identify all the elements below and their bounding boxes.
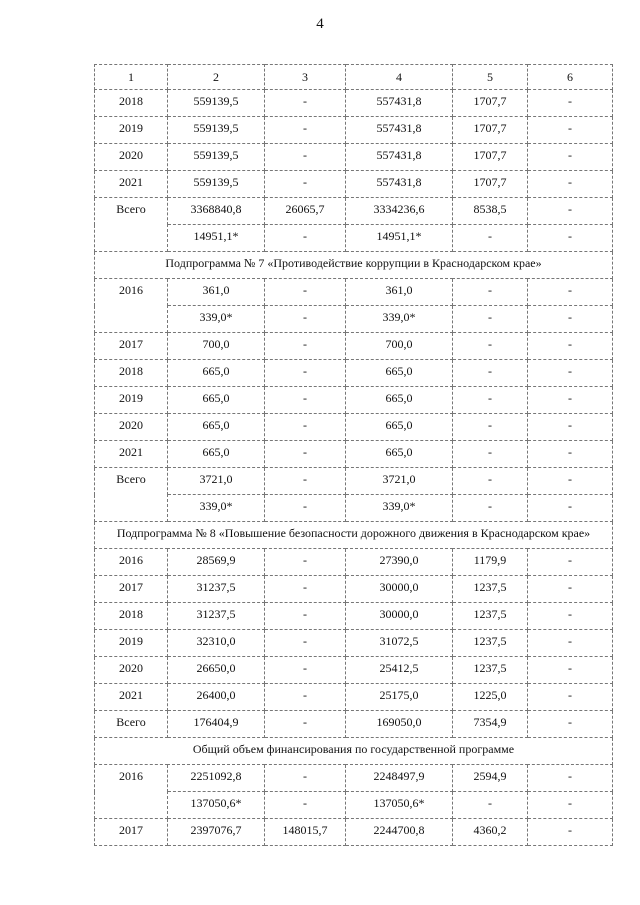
table-cell: - [265, 117, 346, 144]
table-row [95, 225, 613, 252]
table-row [95, 387, 613, 414]
table-cell: - [265, 333, 346, 360]
section-title-row [95, 738, 613, 765]
table-cell: 2020 [95, 144, 168, 171]
column-header: 1 [95, 65, 168, 90]
table-cell: 31237,5 [168, 603, 265, 630]
table-cell: 30000,0 [346, 576, 453, 603]
table-cell: 559139,5 [168, 171, 265, 198]
table-cell: 2594,9 [453, 765, 528, 792]
table-cell: - [528, 603, 613, 630]
table-cell: - [265, 792, 346, 819]
table-cell: - [265, 657, 346, 684]
table-cell: - [265, 360, 346, 387]
table-cell: - [528, 765, 613, 792]
table-cell: 7354,9 [453, 711, 528, 738]
table-cell: 2251092,8 [168, 765, 265, 792]
table-cell: 26400,0 [168, 684, 265, 711]
table-row [95, 549, 613, 576]
header-row [95, 65, 613, 90]
table-row [95, 657, 613, 684]
table-cell: 32310,0 [168, 630, 265, 657]
column-header: 3 [265, 65, 346, 90]
table-cell: 665,0 [168, 387, 265, 414]
table-cell: - [453, 468, 528, 495]
table-cell: 665,0 [168, 441, 265, 468]
table-cell: 2021 [95, 171, 168, 198]
table-cell: - [528, 792, 613, 819]
table-cell: - [453, 414, 528, 441]
table-row [95, 468, 613, 495]
table-cell: 25175,0 [346, 684, 453, 711]
table-row [95, 711, 613, 738]
table-cell: 2021 [95, 684, 168, 711]
table-cell: 557431,8 [346, 144, 453, 171]
table-cell: 176404,9 [168, 711, 265, 738]
table-cell: - [528, 279, 613, 306]
table-cell: 2016 [95, 765, 168, 819]
table-row [95, 441, 613, 468]
table-cell: - [265, 171, 346, 198]
table-cell: 339,0* [346, 495, 453, 522]
table-cell: - [528, 306, 613, 333]
table-cell: - [453, 441, 528, 468]
table-cell: - [265, 468, 346, 495]
table-cell: 1225,0 [453, 684, 528, 711]
table-cell: 1237,5 [453, 603, 528, 630]
funding-table [94, 64, 613, 846]
table-cell: - [453, 306, 528, 333]
table-cell: 14951,1* [346, 225, 453, 252]
page-number: 4 [316, 16, 324, 32]
table-row [95, 360, 613, 387]
table-cell: 169050,0 [346, 711, 453, 738]
table-cell: 2020 [95, 657, 168, 684]
section-title: Подпрограмма № 7 «Противодействие коррупции в Краснодарском крае» [95, 252, 613, 279]
table-cell: 25412,5 [346, 657, 453, 684]
table-cell: 137050,6* [346, 792, 453, 819]
table-cell: - [528, 333, 613, 360]
table-cell: 559139,5 [168, 144, 265, 171]
table-cell: 1707,7 [453, 144, 528, 171]
column-header: 6 [528, 65, 613, 90]
table-cell: - [528, 144, 613, 171]
table-row [95, 117, 613, 144]
table-cell: - [453, 225, 528, 252]
table-cell: 665,0 [346, 360, 453, 387]
table-cell: - [528, 171, 613, 198]
table-cell: - [453, 792, 528, 819]
table-cell: - [528, 414, 613, 441]
table-cell: 361,0 [168, 279, 265, 306]
funding-table-body [95, 65, 613, 846]
table-cell: 1179,9 [453, 549, 528, 576]
table-cell: - [528, 225, 613, 252]
table-cell: 2019 [95, 117, 168, 144]
table-cell: - [265, 630, 346, 657]
table-cell: - [528, 711, 613, 738]
table-cell: - [265, 279, 346, 306]
table-cell: 559139,5 [168, 90, 265, 117]
table-cell: 31072,5 [346, 630, 453, 657]
table-row [95, 414, 613, 441]
table-cell: 30000,0 [346, 603, 453, 630]
table-cell: 31237,5 [168, 576, 265, 603]
table-cell: - [265, 414, 346, 441]
table-cell: 557431,8 [346, 90, 453, 117]
table-row [95, 765, 613, 792]
table-cell: 4360,2 [453, 819, 528, 846]
table-cell: - [528, 468, 613, 495]
table-cell: - [528, 684, 613, 711]
table-cell: 2016 [95, 549, 168, 576]
table-cell: 665,0 [346, 414, 453, 441]
table-row [95, 495, 613, 522]
table-cell: Всего [95, 198, 168, 252]
table-cell: 665,0 [346, 441, 453, 468]
table-cell: 1237,5 [453, 630, 528, 657]
table-row [95, 792, 613, 819]
table-cell: 3368840,8 [168, 198, 265, 225]
table-cell: - [528, 549, 613, 576]
table-cell: - [265, 441, 346, 468]
table-row [95, 198, 613, 225]
table-cell: - [528, 360, 613, 387]
table-cell: 665,0 [168, 360, 265, 387]
table-cell: 2016 [95, 279, 168, 333]
table-cell: - [265, 495, 346, 522]
table-cell: 2020 [95, 414, 168, 441]
table-cell: - [265, 90, 346, 117]
section-title: Общий объем финансирования по государственной программе [95, 738, 613, 765]
table-cell: - [528, 90, 613, 117]
table-cell: - [453, 279, 528, 306]
section-title-row [95, 522, 613, 549]
table-cell: 2018 [95, 90, 168, 117]
table-cell: Всего [95, 711, 168, 738]
table-cell: 665,0 [168, 414, 265, 441]
table-cell: 339,0* [168, 306, 265, 333]
table-row [95, 333, 613, 360]
table-cell: 2248497,9 [346, 765, 453, 792]
section-title-row [95, 252, 613, 279]
table-cell: Всего [95, 468, 168, 522]
table-cell: 3334236,6 [346, 198, 453, 225]
table-cell: - [265, 684, 346, 711]
column-header: 2 [168, 65, 265, 90]
table-cell: 361,0 [346, 279, 453, 306]
table-cell: - [265, 576, 346, 603]
table-cell: 557431,8 [346, 171, 453, 198]
table-cell: - [528, 117, 613, 144]
table-cell: - [265, 387, 346, 414]
table-cell: 339,0* [168, 495, 265, 522]
table-cell: - [265, 603, 346, 630]
table-cell: 559139,5 [168, 117, 265, 144]
table-cell: 27390,0 [346, 549, 453, 576]
table-cell: - [265, 225, 346, 252]
table-cell: 665,0 [346, 387, 453, 414]
table-cell: - [453, 387, 528, 414]
table-cell: 2017 [95, 333, 168, 360]
table-row [95, 90, 613, 117]
table-cell: 2018 [95, 603, 168, 630]
table-cell: 3721,0 [346, 468, 453, 495]
column-header: 4 [346, 65, 453, 90]
table-cell: - [265, 549, 346, 576]
table-cell: - [265, 144, 346, 171]
column-header: 5 [453, 65, 528, 90]
table-cell: 28569,9 [168, 549, 265, 576]
table-cell: - [528, 576, 613, 603]
table-cell: 148015,7 [265, 819, 346, 846]
table-cell: 700,0 [168, 333, 265, 360]
table-cell: - [528, 657, 613, 684]
table-cell: - [265, 765, 346, 792]
table-row [95, 576, 613, 603]
table-cell: 700,0 [346, 333, 453, 360]
table-row [95, 603, 613, 630]
section-title: Подпрограмма № 8 «Повышение безопасности дорожного движения в Краснодарском крае» [95, 522, 613, 549]
table-cell: 8538,5 [453, 198, 528, 225]
table-cell: - [528, 630, 613, 657]
table-row [95, 171, 613, 198]
table-cell: 14951,1* [168, 225, 265, 252]
table-cell: 1237,5 [453, 657, 528, 684]
table-cell: 2244700,8 [346, 819, 453, 846]
table-cell: 26650,0 [168, 657, 265, 684]
table-cell: 339,0* [346, 306, 453, 333]
table-row [95, 684, 613, 711]
table-cell: 1237,5 [453, 576, 528, 603]
table-cell: - [528, 819, 613, 846]
table-cell: - [265, 711, 346, 738]
table-cell: 2017 [95, 576, 168, 603]
table-cell: - [265, 306, 346, 333]
table-cell: 2019 [95, 387, 168, 414]
table-cell: 2017 [95, 819, 168, 846]
table-cell: 26065,7 [265, 198, 346, 225]
table-cell: - [528, 441, 613, 468]
table-cell: 2018 [95, 360, 168, 387]
table-row [95, 630, 613, 657]
table-cell: 1707,7 [453, 90, 528, 117]
table-cell: 2397076,7 [168, 819, 265, 846]
table-cell: 2019 [95, 630, 168, 657]
table-row [95, 279, 613, 306]
table-cell: - [528, 495, 613, 522]
table-row [95, 819, 613, 846]
table-cell: 137050,6* [168, 792, 265, 819]
table-cell: - [453, 495, 528, 522]
table-cell: - [453, 360, 528, 387]
table-cell: 2021 [95, 441, 168, 468]
table-cell: 1707,7 [453, 171, 528, 198]
table-cell: 1707,7 [453, 117, 528, 144]
table-cell: - [453, 333, 528, 360]
table-cell: - [528, 387, 613, 414]
table-row [95, 306, 613, 333]
table-cell: 557431,8 [346, 117, 453, 144]
table-row [95, 144, 613, 171]
table-cell: - [528, 198, 613, 225]
table-cell: 3721,0 [168, 468, 265, 495]
